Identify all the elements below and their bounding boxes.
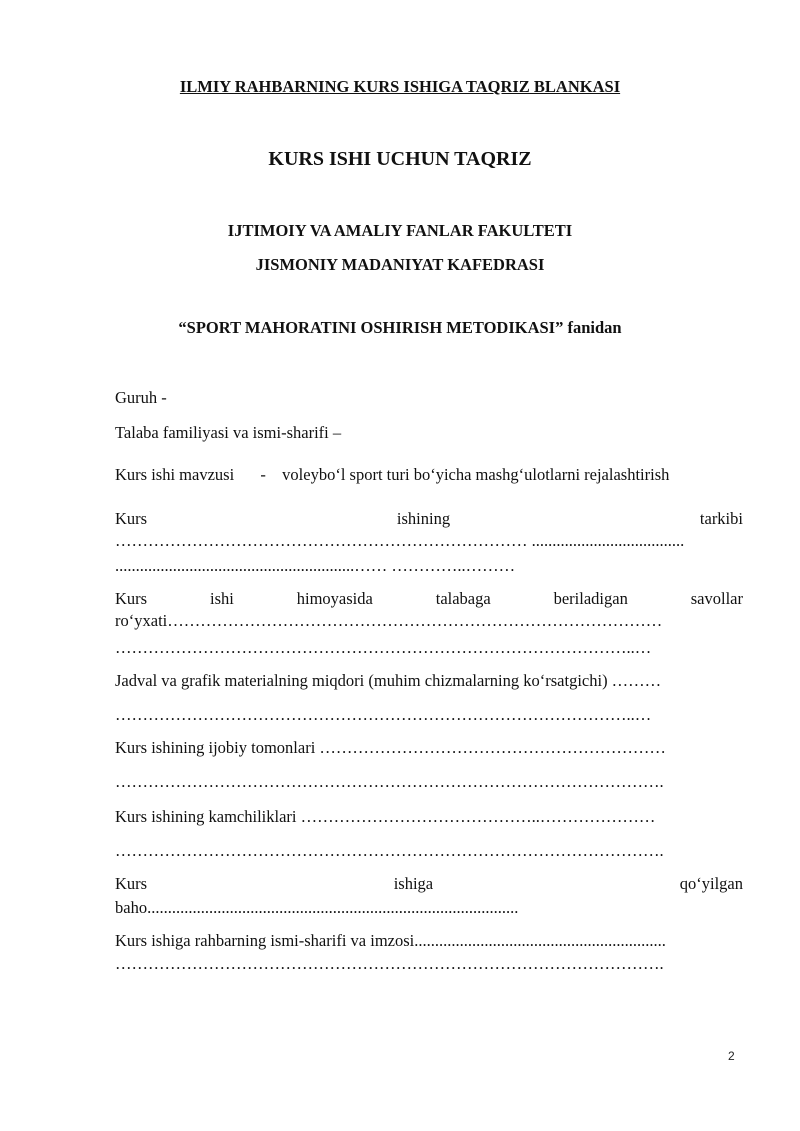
questions-word: himoyasida bbox=[296, 589, 373, 608]
questions-word: Kurs bbox=[115, 589, 148, 608]
structure-fill-line: ………………………………………………………………… ..................................... bbox=[115, 531, 685, 550]
faculty-name: IJTIMOIY VA AMALIY FANLAR FAKULTETI bbox=[227, 221, 573, 240]
topic-label: Kurs ishi mavzusi bbox=[115, 465, 235, 484]
page-number: 2 bbox=[728, 1049, 735, 1063]
questions-word: savollar bbox=[690, 589, 743, 608]
tables-fill-line: …………………………………………………………………………………..… bbox=[115, 705, 652, 724]
grade-label bbox=[115, 873, 743, 895]
questions-word: talabaga bbox=[435, 589, 491, 608]
positive-aspects-label: Kurs ishining ijobiy tomonlari ……………………………………………………… bbox=[115, 738, 666, 757]
supervisor-fill-line: ………………………………………………………………………………………. bbox=[115, 954, 664, 973]
questions-word: ishi bbox=[210, 589, 234, 608]
supervisor-signature-label: Kurs ishiga rahbarning ismi-sharifi va imzosi............................................................. bbox=[115, 931, 666, 950]
grade-fill-line: baho.......................................................................................... bbox=[115, 898, 519, 917]
topic-value: voleybo‘l sport turi bo‘yicha mashg‘ulotlarni rejalashtirish bbox=[282, 465, 670, 484]
structure-fill-line: ..........................................................…… …………..……… bbox=[115, 556, 516, 575]
subject-name: “SPORT MAHORATINI OSHIRISH METODIKASI” fanidan bbox=[178, 318, 622, 337]
questions-label bbox=[115, 588, 743, 610]
positive-fill-line: ………………………………………………………………………………………. bbox=[115, 772, 664, 791]
structure-word: Kurs bbox=[115, 509, 148, 528]
questions-fill-line: ro‘yxati……………………………………………………………………………… bbox=[115, 611, 663, 630]
structure-word: tarkibi bbox=[699, 509, 743, 528]
questions-fill-line: …………………………………………………………………………………..… bbox=[115, 638, 652, 657]
structure-label bbox=[115, 508, 743, 530]
student-name-label: Talaba familiyasi va ismi-sharifi – bbox=[115, 423, 342, 442]
topic-dash: - bbox=[260, 465, 266, 484]
grade-word: Kurs bbox=[115, 874, 148, 893]
tables-graphics-label: Jadval va grafik materialning miqdori (muhim chizmalarning ko‘rsatgichi) ……… bbox=[115, 671, 662, 690]
review-title: KURS ISHI UCHUN TAQRIZ bbox=[268, 148, 532, 170]
questions-word: beriladigan bbox=[553, 589, 628, 608]
grade-word: ishiga bbox=[393, 874, 434, 893]
group-label: Guruh - bbox=[115, 388, 167, 407]
structure-word: ishining bbox=[396, 509, 451, 528]
grade-word: qo‘yilgan bbox=[679, 874, 743, 893]
department-name: JISMONIY MADANIYAT KAFEDRASI bbox=[255, 255, 545, 274]
form-title: ILMIY RAHBARNING KURS ISHIGA TAQRIZ BLANKASI bbox=[179, 77, 621, 96]
course-topic-line bbox=[115, 464, 743, 486]
shortcomings-fill-line: ………………………………………………………………………………………. bbox=[115, 841, 664, 860]
shortcomings-label: Kurs ishining kamchiliklari ……………………………………..………………… bbox=[115, 807, 656, 826]
